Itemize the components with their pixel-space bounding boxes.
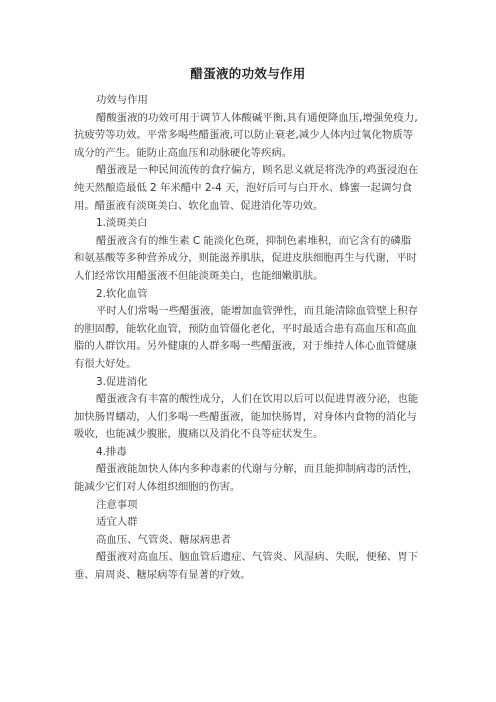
section-heading: 功效与作用 [96, 94, 148, 106]
section-heading: 适宜人群 [96, 516, 138, 529]
section-heading: 高血压、气管炎、糖尿病患者 [96, 533, 232, 546]
paragraph: 醋蛋液是一种民间流传的食疗偏方，顾名思义就是将洗净的鸡蛋浸泡在纯天然酿造最低 2 年米醋中 2-4 天，泡好后可与白开水、蜂蜜一起调匀食用。醋蛋液有淡斑美白、软化血管、促进消化等功效。 [74, 164, 419, 212]
paragraph: 醋酸蛋液的功效可用于调节人体酸碱平衡,具有通便降血压,增强免疫力,抗疲劳等功效。平常多喝些醋蛋液,可以防止衰老,减少人体内过氧化物质等成分的产生。能防止高血压和动脉硬化等疾病。 [74, 111, 418, 159]
paragraph: 醋蛋液含有丰富的酸性成分，人们在饮用以后可以促进胃液分泌，也能加快肠胃蠕动，人们多喝一些醋蛋液，能加快肠胃，对身体内食物的消化与吸收，也能减少腹胀，腹痛以及消化不良等症状发生。 [74, 393, 419, 441]
paragraph: 醋蛋液对高血压、脑血管后遗症、气管炎、风湿病、失眠，便秘、胃下垂、肩周炎、糖尿病等有显著的疗效。 [74, 551, 419, 582]
section-heading: 注意事项 [96, 498, 138, 511]
section-heading: 1.淡斑美白 [96, 217, 148, 230]
section-heading: 4.排毒 [96, 445, 127, 458]
document-body [74, 92, 420, 585]
section-heading: 3.促进消化 [96, 375, 148, 388]
paragraph: 平时人们常喝一些醋蛋液，能增加血管弹性，而且能清除血管壁上积存的胆固醇，能软化血管，预防血管僵化老化，平时最适合患有高血压和高血脂的人群饮用。另外健康的人群多喝一些醋蛋液，对于维持人体心血管健康有很大好处。 [74, 305, 419, 370]
paragraph: 醋蛋液含有的维生素 C 能淡化色斑，抑制色素堆积，而它含有的磷脂和氨基酸等多种营养成分，则能滋养肌肤，促进皮肤细胞再生与代谢，平时人们经常饮用醋蛋液不但能淡斑美白，也能细嫩肌肤。 [74, 234, 417, 282]
paragraph: 醋蛋液能加快人体内多种毒素的代谢与分解，而且能抑制病毒的活性，能减少它们对人体组织细胞的伤害。 [74, 463, 419, 494]
document-title: 醋蛋液的功效与作用 [190, 66, 306, 81]
section-heading: 2.软化血管 [96, 287, 148, 300]
